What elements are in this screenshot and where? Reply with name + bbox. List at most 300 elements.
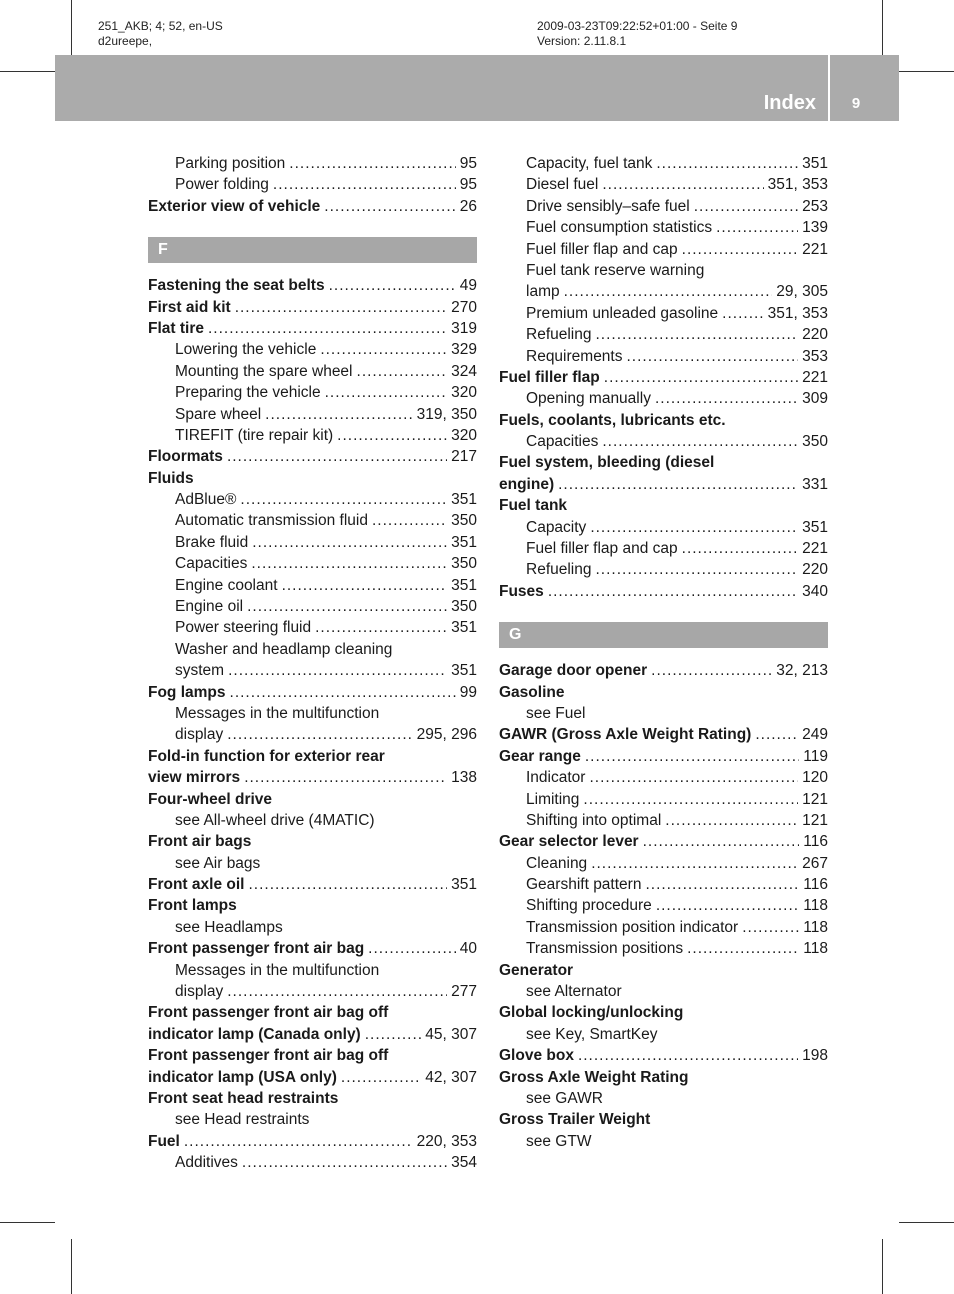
dot-leader [564,281,773,302]
index-term: Opening manually [526,390,651,408]
index-subentry [499,767,828,788]
index-subentry [499,896,828,917]
index-term: see Alternator [526,983,622,1001]
index-term: GAWR (Gross Axle Weight Rating) [499,726,752,744]
index-subentry [499,938,828,959]
index-subentry [148,639,477,660]
index-term: see Fuel [526,704,586,722]
index-entry [499,660,828,681]
index-subentry [148,404,477,425]
index-subentry [148,510,477,531]
dot-leader [604,367,798,388]
index-entry [148,1088,477,1109]
index-term: Messages in the multifunction [175,961,380,979]
index-term: Four-wheel drive [148,790,273,808]
index-term: view mirrors [148,769,241,787]
dot-leader [643,831,800,852]
print-meta-right [537,19,737,49]
page-number: 9 [851,95,861,112]
index-page-ref: 118 [803,940,828,958]
index-page-ref: 350 [451,598,477,616]
index-column-right [499,153,828,1152]
crop-mark [899,71,954,72]
index-term: Fuses [499,582,544,600]
index-term: AdBlue® [175,491,237,509]
index-term: Floormats [148,448,223,466]
index-page-ref: 270 [451,298,477,316]
index-term: Fluids [148,469,194,487]
dot-leader [228,660,447,681]
index-entry [148,1002,477,1023]
index-subentry [499,174,828,195]
dot-leader [755,724,798,745]
index-entry [499,682,828,703]
dot-leader [227,724,412,745]
dot-leader [645,874,799,895]
index-term: Shifting into optimal [526,811,662,829]
index-page-ref: 319 [451,319,477,337]
index-entry [148,746,477,767]
index-entry [148,767,477,788]
meta-left-line-1: 251_AKB; 4; 52, en-US [98,19,223,33]
index-subentry [499,346,828,367]
crop-mark [899,1222,954,1223]
dot-leader [578,1045,798,1066]
index-entry [148,1024,477,1045]
index-entry [499,410,828,431]
index-term: see Headlamps [175,918,283,936]
index-page-ref: 220 [802,326,828,344]
index-term: display [175,726,224,744]
index-subentry [148,853,477,874]
index-term: see All-wheel drive (4MATIC) [175,811,375,829]
index-page-ref: 99 [459,683,477,701]
index-entry [499,831,828,852]
index-page-ref: 351 [802,154,828,172]
index-page-ref: 320 [451,384,477,402]
dot-leader [596,324,799,345]
dot-leader [602,174,763,195]
index-term: Fuel filler flap [499,368,600,386]
index-entry [499,367,828,388]
index-term: Washer and headlamp cleaning [175,640,393,658]
dot-leader [602,431,798,452]
header-band [55,55,828,121]
index-entry [148,196,477,217]
meta-right-line-1: 2009-03-23T09:22:52+01:00 - Seite 9 [537,19,738,33]
dot-leader [558,474,798,495]
page-title: Index [763,92,816,114]
index-subentry [499,853,828,874]
dot-leader [651,660,772,681]
index-page-ref: 42, 307 [425,1068,477,1086]
index-page-ref: 29, 305 [776,283,828,301]
index-term: Transmission position indicator [526,918,739,936]
index-term: Fuel [148,1132,180,1150]
index-entry [499,960,828,981]
index-term: Engine oil [175,598,244,616]
index-subentry [148,703,477,724]
index-subentry [499,388,828,409]
dot-leader [742,917,799,938]
index-entry [148,446,477,467]
index-subentry [499,153,828,174]
index-term: Parking position [175,154,286,172]
index-subentry [499,1024,828,1045]
index-subentry [148,1152,477,1173]
crop-mark [71,0,72,55]
crop-mark [0,1222,55,1223]
index-entry [499,474,828,495]
index-subentry [148,724,477,745]
index-page-ref: 295, 296 [416,726,477,744]
index-subentry [148,553,477,574]
dot-leader [716,217,798,238]
index-page-ref: 119 [803,747,828,765]
index-page-ref: 350 [451,555,477,573]
dot-leader [589,767,798,788]
index-page-ref: 221 [802,540,828,558]
index-term: see Air bags [175,854,261,872]
index-page-ref: 121 [802,811,828,829]
dot-leader [230,682,456,703]
index-page-ref: 309 [802,390,828,408]
index-subentry [499,1131,828,1152]
dot-leader [273,174,456,195]
meta-left-line-2: d2ureepe, [98,34,153,48]
index-term: Front lamps [148,897,237,915]
dot-leader [357,361,448,382]
index-page-ref: 267 [802,854,828,872]
index-term: indicator lamp (USA only) [148,1068,337,1086]
dot-leader [242,1152,447,1173]
index-subentry [499,239,828,260]
index-entry [499,1045,828,1066]
index-subentry [499,703,828,724]
index-page-ref: 217 [451,448,477,466]
index-term: Fuel tank [499,497,568,515]
index-page-ref: 353 [802,347,828,365]
index-subentry [499,538,828,559]
index-entry [148,789,477,810]
index-subentry [499,874,828,895]
index-page-ref: 324 [451,362,477,380]
index-page-ref: 340 [802,582,828,600]
index-page-ref: 277 [451,983,477,1001]
dot-leader [368,938,456,959]
index-term: system [175,662,225,680]
index-subentry [148,960,477,981]
dot-leader [591,853,798,874]
index-subentry [148,1109,477,1130]
crop-mark [71,1239,72,1294]
index-term: Preparing the vehicle [175,384,321,402]
index-term: Front seat head restraints [148,1090,339,1107]
index-term: Gasoline [499,683,565,701]
section-letter-f: F [148,237,477,263]
index-term: Capacity, fuel tank [526,154,653,172]
dot-leader [208,318,447,339]
index-subentry [499,789,828,810]
index-entry [499,495,828,516]
index-term: Shifting procedure [526,897,652,915]
index-entry [148,297,477,318]
index-subentry [148,489,477,510]
index-term: Gross Trailer Weight [499,1111,651,1129]
dot-leader [682,239,798,260]
index-term: see Head restraints [175,1111,310,1129]
index-subentry [499,431,828,452]
index-term: Glove box [499,1047,574,1065]
index-page-ref: 49 [459,277,477,295]
dot-leader [227,981,447,1002]
index-term: Lowering the vehicle [175,341,317,359]
index-term: Front passenger front air bag [148,940,365,958]
index-subentry [148,660,477,681]
index-subentry [499,281,828,302]
index-term: Fuel filler flap and cap [526,540,678,558]
dot-leader [694,196,798,217]
index-subentry [148,361,477,382]
index-entry [148,1067,477,1088]
index-term: Messages in the multifunction [175,704,380,722]
index-page-ref: 331 [802,475,828,493]
index-term: Gear range [499,747,581,765]
dot-leader [655,388,798,409]
index-term: Capacities [175,555,248,573]
index-page-ref: 139 [802,219,828,237]
index-subentry [499,260,828,281]
index-term: Automatic transmission fluid [175,512,368,530]
index-term: Capacities [526,433,599,451]
index-entry [499,746,828,767]
index-entry [148,318,477,339]
index-page-ref: 116 [803,833,828,851]
index-page-ref: 350 [802,433,828,451]
index-term: Fold-in function for exterior rear [148,747,385,765]
index-page-ref: 329 [451,341,477,359]
index-column-left [148,153,477,1174]
index-term: Global locking/unlocking [499,1004,684,1022]
index-term: Gearshift pattern [526,876,642,894]
dot-leader [656,153,798,174]
index-page-ref: 350 [451,512,477,530]
index-subentry [499,217,828,238]
crop-mark [882,0,883,55]
index-entry [148,831,477,852]
dot-leader [329,275,456,296]
index-term: Brake fluid [175,533,249,551]
index-subentry [499,810,828,831]
index-term: Garage door opener [499,662,648,680]
index-subentry [148,596,477,617]
index-entry [148,938,477,959]
index-term: First aid kit [148,298,231,316]
dot-leader [627,346,799,367]
index-page-ref: 40 [459,940,477,958]
index-term: Refueling [526,326,592,344]
index-term: Limiting [526,790,580,808]
dot-leader [265,404,412,425]
dot-leader [665,810,798,831]
dot-leader [324,196,455,217]
index-page-ref: 118 [803,918,828,936]
index-page-ref: 354 [451,1154,477,1172]
dot-leader [722,303,764,324]
dot-leader [548,581,798,602]
index-subentry [499,1088,828,1109]
index-page-ref: 116 [803,876,828,894]
dot-leader [682,538,798,559]
index-term: Engine coolant [175,576,278,594]
index-page-ref: 351, 353 [767,304,828,322]
index-entry [148,275,477,296]
index-page-ref: 351 [451,576,477,594]
index-term: Premium unleaded gasoline [526,304,719,322]
index-page-ref: 138 [451,769,477,787]
index-page-ref: 120 [802,769,828,787]
dot-leader [240,489,447,510]
index-entry [148,682,477,703]
index-subentry [499,517,828,538]
dot-leader [590,517,798,538]
index-term: lamp [526,283,560,301]
index-term: TIREFIT (tire repair kit) [175,426,334,444]
index-entry [148,874,477,895]
index-term: Front passenger front air bag off [148,1047,389,1065]
index-page-ref: 220 [802,561,828,579]
index-term: Exterior view of vehicle [148,197,321,215]
index-term: Power steering fluid [175,619,312,637]
dot-leader [365,1024,422,1045]
index-term: engine) [499,475,555,493]
dot-leader [325,382,448,403]
index-page-ref: 118 [803,897,828,915]
dot-leader [252,532,447,553]
index-term: Diesel fuel [526,176,599,194]
index-term: see Key, SmartKey [526,1025,658,1043]
index-page-ref: 221 [802,368,828,386]
index-subentry [499,981,828,1002]
dot-leader [235,297,447,318]
index-subentry [499,324,828,345]
index-subentry [148,617,477,638]
index-subentry [148,981,477,1002]
index-page-ref: 198 [802,1047,828,1065]
index-subentry [499,303,828,324]
index-entry [148,1045,477,1066]
index-term: Fuel consumption statistics [526,219,713,237]
index-subentry [499,196,828,217]
index-term: Requirements [526,347,623,365]
index-term: Front passenger front air bag off [148,1004,389,1022]
dot-leader [596,559,799,580]
index-term: Cleaning [526,854,588,872]
index-page-ref: 320 [451,426,477,444]
meta-right-line-2: Version: 2.11.8.1 [537,34,627,48]
dot-leader [315,617,447,638]
index-page-ref: 351, 353 [767,176,828,194]
index-term: see GTW [526,1132,592,1150]
index-subentry [148,153,477,174]
index-subentry [499,559,828,580]
dot-leader [248,874,447,895]
index-page-ref: 351 [451,619,477,637]
index-term: Transmission positions [526,940,684,958]
index-term: Fog lamps [148,683,226,701]
index-term: Fuels, coolants, lubricants etc. [499,411,726,429]
index-page-ref: 351 [451,876,477,894]
print-meta-left [98,19,223,49]
index-term: Mounting the spare wheel [175,362,353,380]
index-entry [499,1067,828,1088]
index-page-ref: 351 [451,533,477,551]
index-entry [499,452,828,473]
index-entry [499,724,828,745]
dot-leader [337,425,447,446]
index-term: Spare wheel [175,405,262,423]
index-entry [499,1002,828,1023]
index-entry [148,468,477,489]
index-subentry [148,174,477,195]
dot-leader [227,446,447,467]
index-term: Fuel system, bleeding (diesel [499,454,715,472]
index-subentry [148,382,477,403]
index-page-ref: 253 [802,197,828,215]
dot-leader [247,596,447,617]
dot-leader [184,1131,413,1152]
index-subentry [148,532,477,553]
index-term: Fuel filler flap and cap [526,240,678,258]
crop-mark [0,71,55,72]
index-term: Refueling [526,561,592,579]
index-page-ref: 319, 350 [416,405,477,423]
dot-leader [320,339,447,360]
section-letter-g: G [499,622,828,648]
index-page-ref: 121 [802,790,828,808]
index-term: see GAWR [526,1090,603,1107]
index-term: Generator [499,961,574,979]
index-page-ref: 32, 213 [776,662,828,680]
index-page-ref: 95 [459,154,477,172]
index-subentry [148,339,477,360]
index-term: Additives [175,1154,238,1172]
index-subentry [148,425,477,446]
index-term: Front axle oil [148,876,245,894]
dot-leader [289,153,455,174]
index-term: Gross Axle Weight Rating [499,1068,689,1086]
index-term: Gear selector lever [499,833,639,851]
dot-leader [282,575,448,596]
index-subentry [148,810,477,831]
crop-mark [882,1239,883,1294]
dot-leader [251,553,447,574]
dot-leader [583,789,798,810]
index-term: Front air bags [148,833,252,851]
dot-leader [341,1067,421,1088]
index-term: Indicator [526,769,586,787]
index-entry [499,1109,828,1130]
index-term: Drive sensibly–safe fuel [526,197,690,215]
dot-leader [656,895,799,916]
dot-leader [372,510,447,531]
index-term: Fastening the seat belts [148,277,325,295]
index-page-ref: 249 [802,726,828,744]
dot-leader [585,746,799,767]
index-page-ref: 351 [451,662,477,680]
index-page-ref: 351 [451,491,477,509]
index-term: Flat tire [148,319,204,337]
